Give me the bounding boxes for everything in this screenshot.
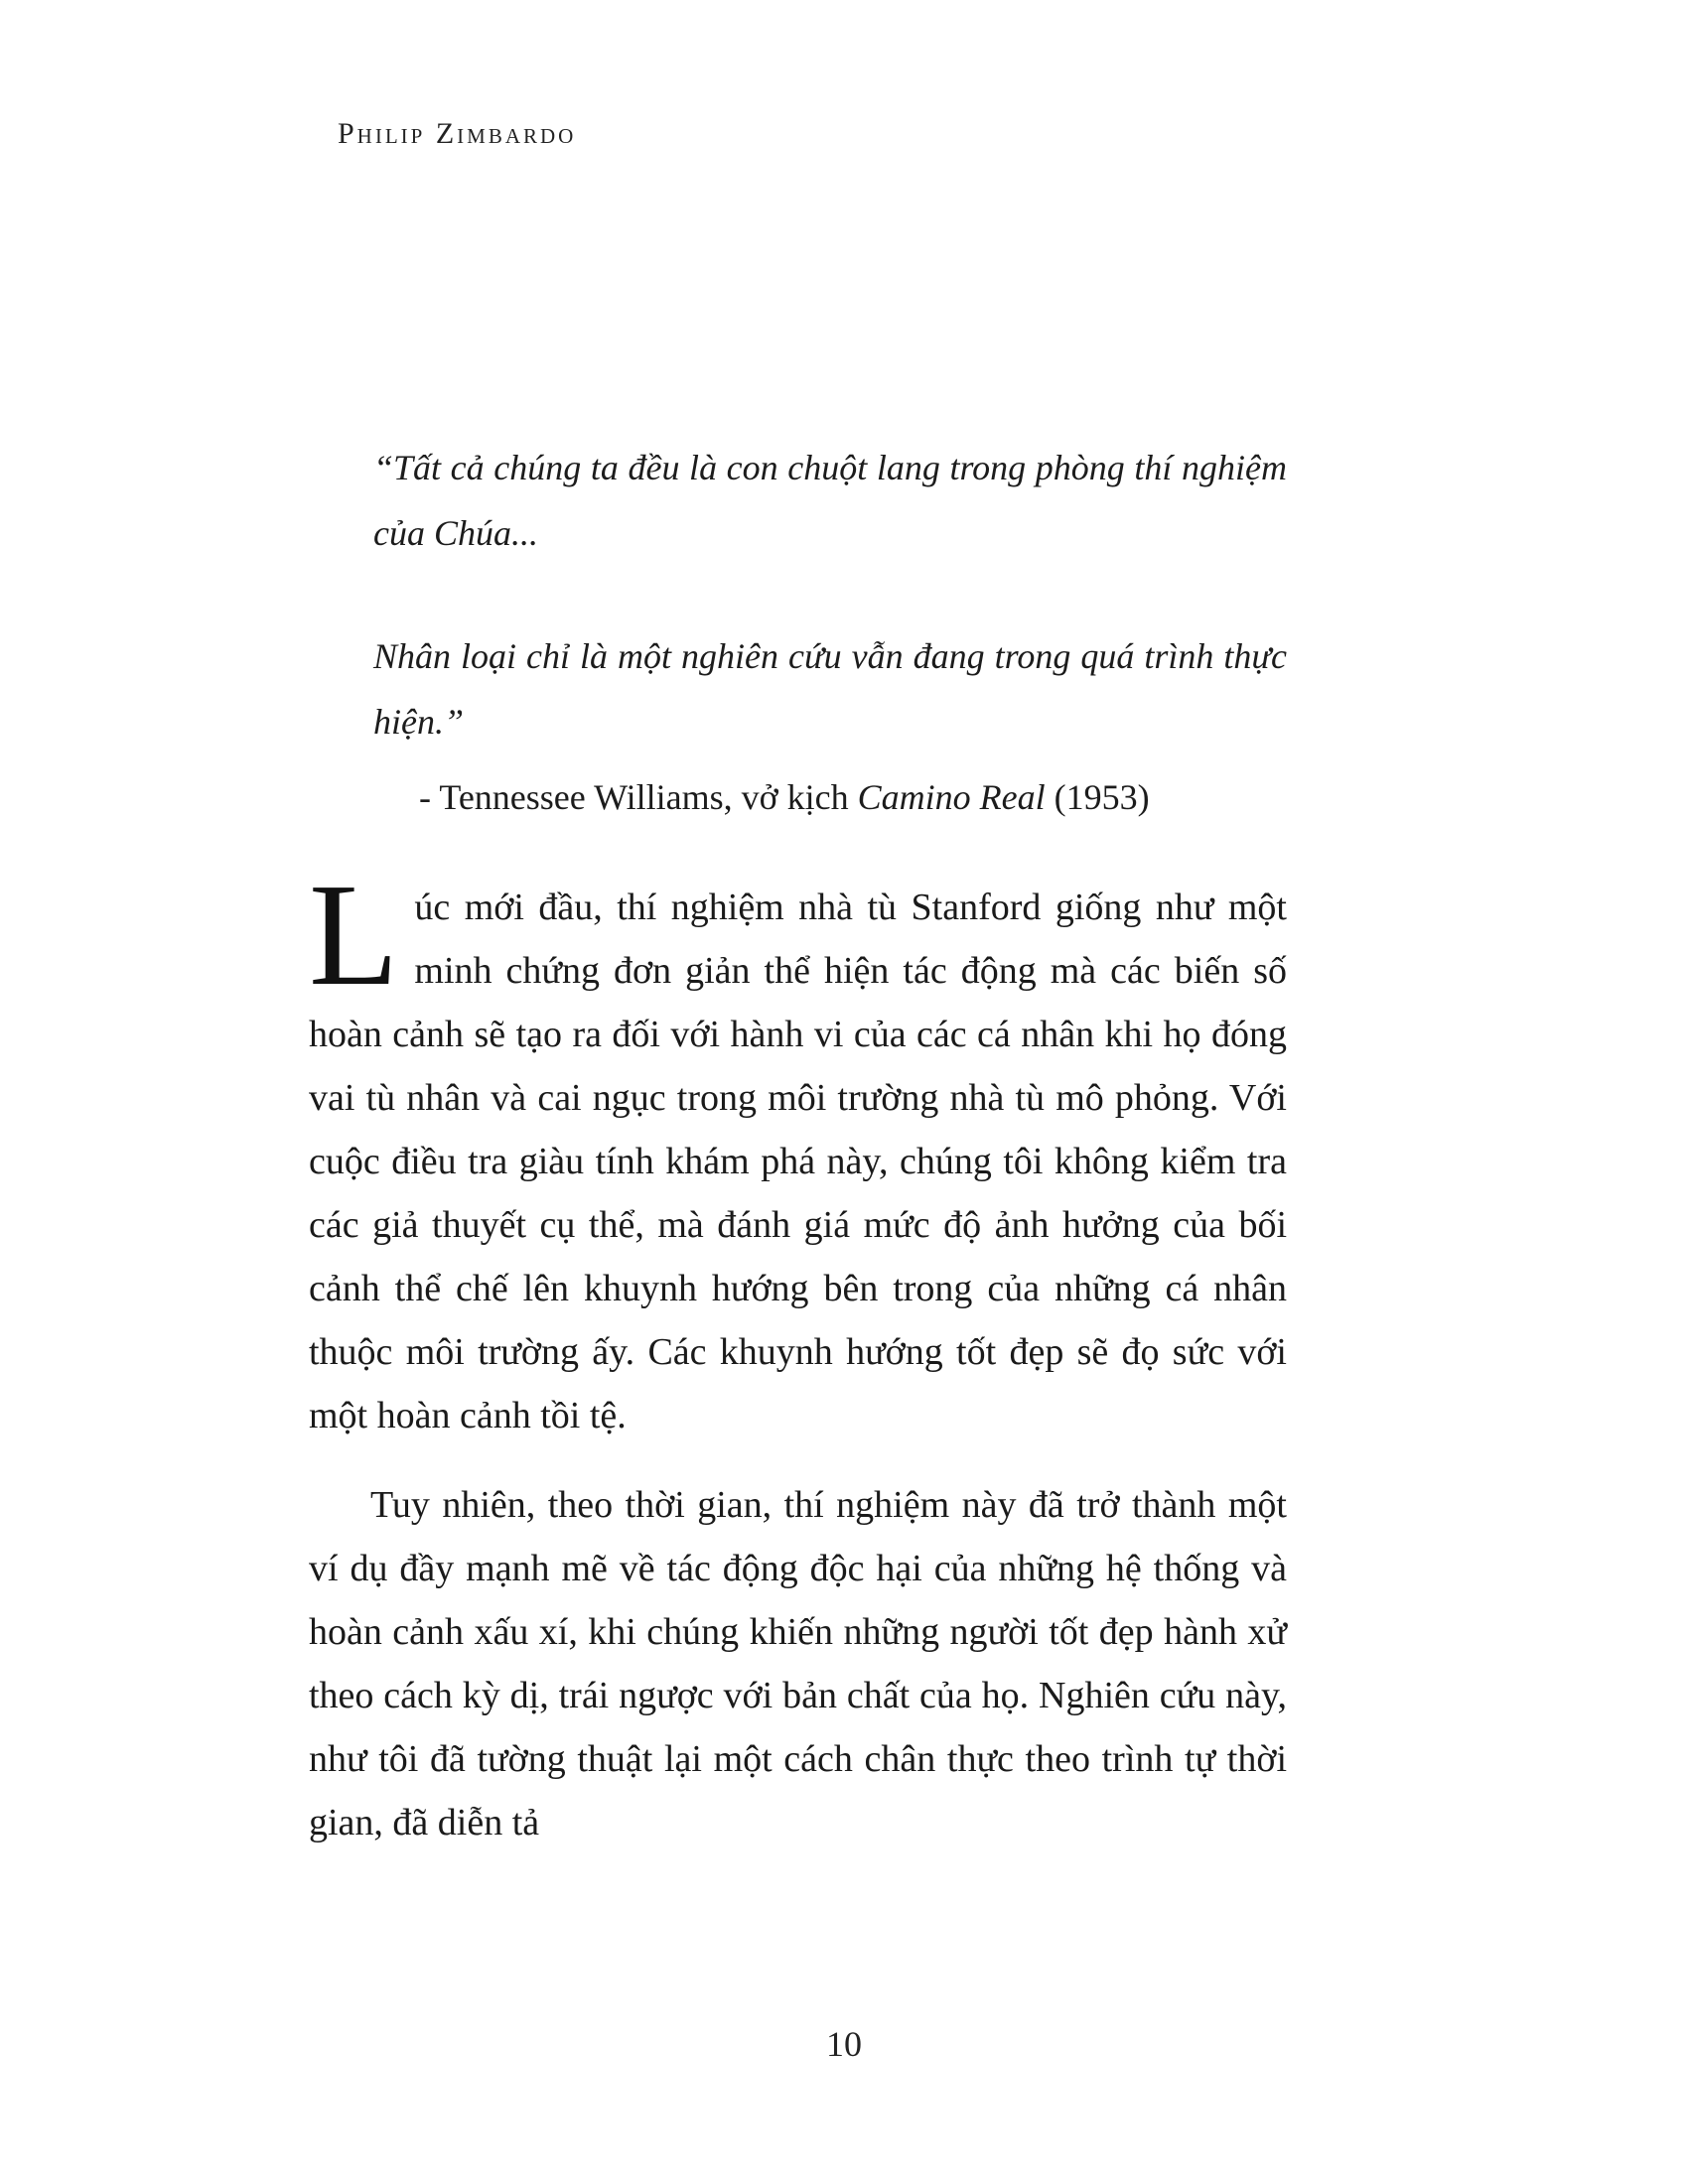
epigraph-paragraph-1: “Tất cả chúng ta đều là con chuột lang trong phòng thí nghiệm của Chúa... — [373, 448, 1287, 553]
paragraph-2: Tuy nhiên, theo thời gian, thí nghiệm này đã trở thành một ví dụ đầy mạnh mẽ về tác động độc hại của những hệ thống và hoàn cảnh xấu xí, khi chúng khiến những người tốt đẹp hành xử theo cách kỳ dị, trái ngược với bản chất của họ. Nghiên cứu này, như tôi đã tường thuật lại một cách chân thực theo trình tự thời gian, đã diễn tả — [309, 1484, 1287, 1843]
page-number: 10 — [826, 2024, 862, 2064]
attribution-year: (1953) — [1045, 777, 1150, 817]
paragraph-1-text: úc mới đầu, thí nghiệm nhà tù Stanford giống như một minh chứng đơn giản thể hiện tác động mà các biến số hoàn cảnh sẽ tạo ra đối với hành vi của các cá nhân khi họ đóng vai tù nhân và cai ngục trong môi trường nhà tù mô phỏng. Với cuộc điều tra giàu tính khám phá này, chúng tôi không kiểm tra các giả thuyết cụ thể, mà đánh giá mức độ ảnh hưởng của bối cảnh thể chế lên khuynh hướng bên trong của những cá nhân thuộc môi trường ấy. Các khuynh hướng tốt đẹp sẽ đọ sức với một hoàn cảnh tồi tệ. — [309, 887, 1287, 1436]
epigraph-paragraph-2: Nhân loại chỉ là một nghiên cứu vẫn đang trong quá trình thực hiện.” — [373, 636, 1287, 742]
epigraph — [373, 435, 1287, 830]
epigraph-attribution — [419, 764, 1287, 830]
attribution-prefix: - Tennessee Williams, vở kịch — [419, 777, 858, 817]
body-text — [309, 854, 1287, 1854]
running-head-author: Philip Zimbardo — [338, 117, 577, 150]
paragraph-1 — [309, 854, 1287, 1447]
drop-cap: L — [309, 854, 399, 1017]
attribution-work-title: Camino Real — [857, 777, 1046, 817]
